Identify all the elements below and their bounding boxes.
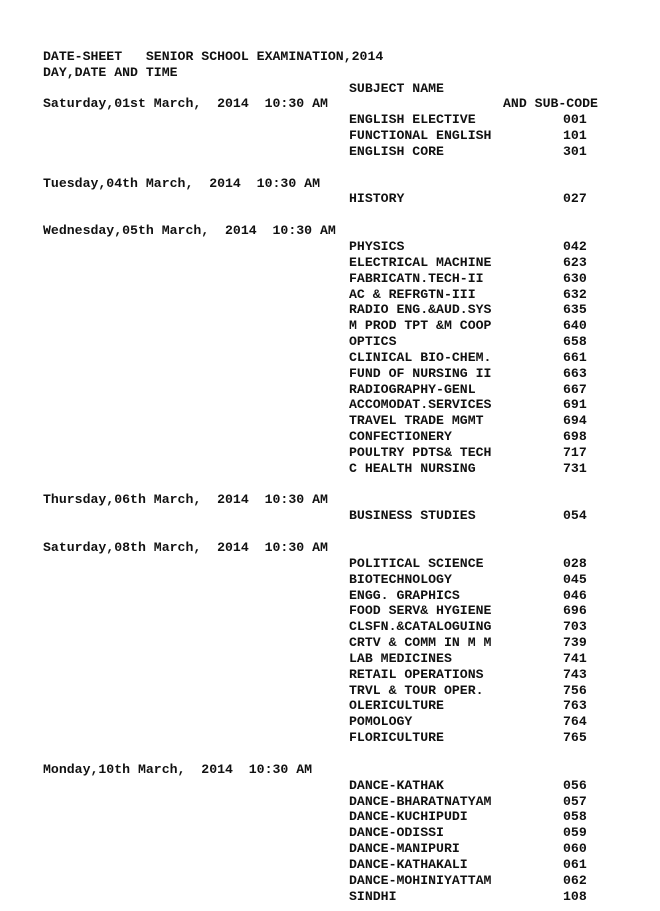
subject-name: OPTICS xyxy=(349,334,397,350)
subject-row xyxy=(43,889,643,905)
subject-name: FUNCTIONAL ENGLISH xyxy=(349,128,492,144)
exam-day-block xyxy=(43,540,643,762)
subject-code: 001 xyxy=(563,112,587,128)
subject-row xyxy=(43,461,643,477)
subject-name: DANCE-MOHINIYATTAM xyxy=(349,872,492,888)
day-spacer xyxy=(43,746,643,762)
exam-date-line xyxy=(43,176,643,192)
subject-row xyxy=(43,556,643,572)
subject-code: 042 xyxy=(563,238,587,254)
subject-row xyxy=(43,588,643,604)
subject-row xyxy=(43,730,643,746)
subject-name: RADIO ENG.&AUD.SYS xyxy=(349,302,492,318)
exam-day-block xyxy=(43,762,643,905)
exam-days-list xyxy=(43,96,643,904)
subject-name: PHYSICS xyxy=(349,238,405,254)
exam-date-time: Wednesday,05th March, 2014 10:30 AM xyxy=(43,223,336,239)
subject-name: CONFECTIONERY xyxy=(349,429,452,445)
day-spacer xyxy=(43,477,643,493)
column-header-date: DAY,DATE AND TIME xyxy=(43,64,178,80)
subject-name: TRAVEL TRADE MGMT xyxy=(349,413,484,429)
subject-code: 635 xyxy=(563,302,587,318)
subject-name: BIOTECHNOLOGY xyxy=(349,571,452,587)
exam-day-block xyxy=(43,176,643,224)
subject-row xyxy=(43,382,643,398)
subject-name: CRTV & COMM IN M M xyxy=(349,635,492,651)
day-spacer xyxy=(43,524,643,540)
subject-code: 667 xyxy=(563,381,587,397)
subject-name: CLSFN.&CATALOGUING xyxy=(349,619,492,635)
sheet-title: DATE-SHEET SENIOR SCHOOL EXAMINATION,2014 xyxy=(43,48,384,64)
subject-code: 058 xyxy=(563,809,587,825)
subject-row xyxy=(43,635,643,651)
subject-row xyxy=(43,429,643,445)
subject-code: 731 xyxy=(563,460,587,476)
subject-name: DANCE-BHARATNATYAM xyxy=(349,793,492,809)
subject-code: 054 xyxy=(563,508,587,524)
subject-name: SINDHI xyxy=(349,888,397,904)
subject-name: ENGLISH CORE xyxy=(349,143,444,159)
column-header-code: AND SUB-CODE xyxy=(503,96,598,112)
subject-row xyxy=(43,255,643,271)
subject-row xyxy=(43,873,643,889)
subject-code: 632 xyxy=(563,286,587,302)
subject-row xyxy=(43,667,643,683)
subject-row xyxy=(43,350,643,366)
subject-name: DANCE-MANIPURI xyxy=(349,841,460,857)
subject-name: C HEALTH NURSING xyxy=(349,460,476,476)
subject-row xyxy=(43,619,643,635)
subject-code: 698 xyxy=(563,429,587,445)
subject-row xyxy=(43,128,643,144)
subject-name: DANCE-KATHAK xyxy=(349,777,444,793)
subject-name: DANCE-KUCHIPUDI xyxy=(349,809,468,825)
subject-row xyxy=(43,508,643,524)
subject-code: 060 xyxy=(563,841,587,857)
subject-code: 756 xyxy=(563,682,587,698)
exam-date-line xyxy=(43,762,643,778)
subject-name: FUND OF NURSING II xyxy=(349,365,492,381)
subject-name: ENGG. GRAPHICS xyxy=(349,587,460,603)
subject-row xyxy=(43,683,643,699)
exam-day-block xyxy=(43,96,643,175)
subject-name: FABRICATN.TECH-II xyxy=(349,270,484,286)
subject-name: M PROD TPT &M COOP xyxy=(349,318,492,334)
subject-code: 056 xyxy=(563,777,587,793)
subject-code: 028 xyxy=(563,555,587,571)
subject-name: POULTRY PDTS& TECH xyxy=(349,444,492,460)
subject-name: AC & REFRGTN-III xyxy=(349,286,476,302)
subject-row xyxy=(43,841,643,857)
exam-date-time: Monday,10th March, 2014 10:30 AM xyxy=(43,761,313,777)
subject-row xyxy=(43,413,643,429)
exam-date-line xyxy=(43,540,643,556)
subject-row xyxy=(43,366,643,382)
subject-code: 301 xyxy=(563,143,587,159)
subject-name: OLERICULTURE xyxy=(349,698,444,714)
subject-name: BUSINESS STUDIES xyxy=(349,508,476,524)
subject-code: 743 xyxy=(563,666,587,682)
subject-code: 739 xyxy=(563,635,587,651)
subject-name: POMOLOGY xyxy=(349,714,413,730)
exam-day-block xyxy=(43,492,643,540)
subject-code: 046 xyxy=(563,587,587,603)
exam-date-line xyxy=(43,96,643,112)
subject-row xyxy=(43,778,643,794)
subject-code: 663 xyxy=(563,365,587,381)
subject-code: 661 xyxy=(563,349,587,365)
subject-row xyxy=(43,857,643,873)
subject-name: LAB MEDICINES xyxy=(349,650,452,666)
subject-name: RETAIL OPERATIONS xyxy=(349,666,484,682)
subject-row xyxy=(43,191,643,207)
exam-date-time: Saturday,01st March, 2014 10:30 AM xyxy=(43,96,328,112)
subject-row xyxy=(43,651,643,667)
subject-row xyxy=(43,144,643,160)
subject-code: 108 xyxy=(563,888,587,904)
subject-name: ENGLISH ELECTIVE xyxy=(349,112,476,128)
subject-row xyxy=(43,112,643,128)
day-spacer xyxy=(43,160,643,176)
subject-name: CLINICAL BIO-CHEM. xyxy=(349,349,492,365)
subject-code: 703 xyxy=(563,619,587,635)
subject-code: 059 xyxy=(563,825,587,841)
subject-row xyxy=(43,794,643,810)
subject-name: POLITICAL SCIENCE xyxy=(349,555,484,571)
subject-row xyxy=(43,334,643,350)
subject-code: 045 xyxy=(563,571,587,587)
subject-code: 717 xyxy=(563,444,587,460)
subject-code: 623 xyxy=(563,254,587,270)
subject-row xyxy=(43,271,643,287)
subject-name: ELECTRICAL MACHINE xyxy=(349,254,492,270)
exam-date-time: Tuesday,04th March, 2014 10:30 AM xyxy=(43,175,320,191)
subject-row xyxy=(43,397,643,413)
exam-date-time: Thursday,06th March, 2014 10:30 AM xyxy=(43,492,328,508)
subject-name: HISTORY xyxy=(349,191,405,207)
subject-code: 101 xyxy=(563,128,587,144)
subject-code: 763 xyxy=(563,698,587,714)
date-sheet xyxy=(43,33,643,904)
subject-code: 057 xyxy=(563,793,587,809)
subject-name: FLORICULTURE xyxy=(349,730,444,746)
subject-code: 061 xyxy=(563,856,587,872)
subject-code: 741 xyxy=(563,650,587,666)
subject-name: ACCOMODAT.SERVICES xyxy=(349,397,492,413)
exam-date-time: Saturday,08th March, 2014 10:30 AM xyxy=(43,540,328,555)
subject-code: 694 xyxy=(563,413,587,429)
subject-name: DANCE-KATHAKALI xyxy=(349,856,468,872)
subject-row xyxy=(43,239,643,255)
subject-row xyxy=(43,603,643,619)
subject-code: 658 xyxy=(563,334,587,350)
subject-name: RADIOGRAPHY-GENL xyxy=(349,381,476,397)
sheet-title-line xyxy=(43,33,643,64)
subject-name: FOOD SERV& HYGIENE xyxy=(349,603,492,619)
exam-date-line xyxy=(43,223,643,239)
subject-row xyxy=(43,318,643,334)
subject-row xyxy=(43,698,643,714)
subject-name: TRVL & TOUR OPER. xyxy=(349,682,484,698)
subject-code: 062 xyxy=(563,872,587,888)
subject-code: 630 xyxy=(563,270,587,286)
subject-row xyxy=(43,825,643,841)
subject-code: 696 xyxy=(563,603,587,619)
subject-row xyxy=(43,302,643,318)
subject-code: 640 xyxy=(563,318,587,334)
subject-row xyxy=(43,287,643,303)
subject-code: 691 xyxy=(563,397,587,413)
column-header-subject: SUBJECT NAME xyxy=(349,80,444,96)
subject-code: 764 xyxy=(563,714,587,730)
subject-code: 765 xyxy=(563,730,587,746)
exam-date-line xyxy=(43,492,643,508)
subject-row xyxy=(43,445,643,461)
subject-code: 027 xyxy=(563,191,587,207)
subject-row xyxy=(43,714,643,730)
subject-name: DANCE-ODISSI xyxy=(349,825,444,841)
subject-row xyxy=(43,809,643,825)
subject-row xyxy=(43,572,643,588)
exam-day-block xyxy=(43,223,643,492)
day-spacer xyxy=(43,207,643,223)
